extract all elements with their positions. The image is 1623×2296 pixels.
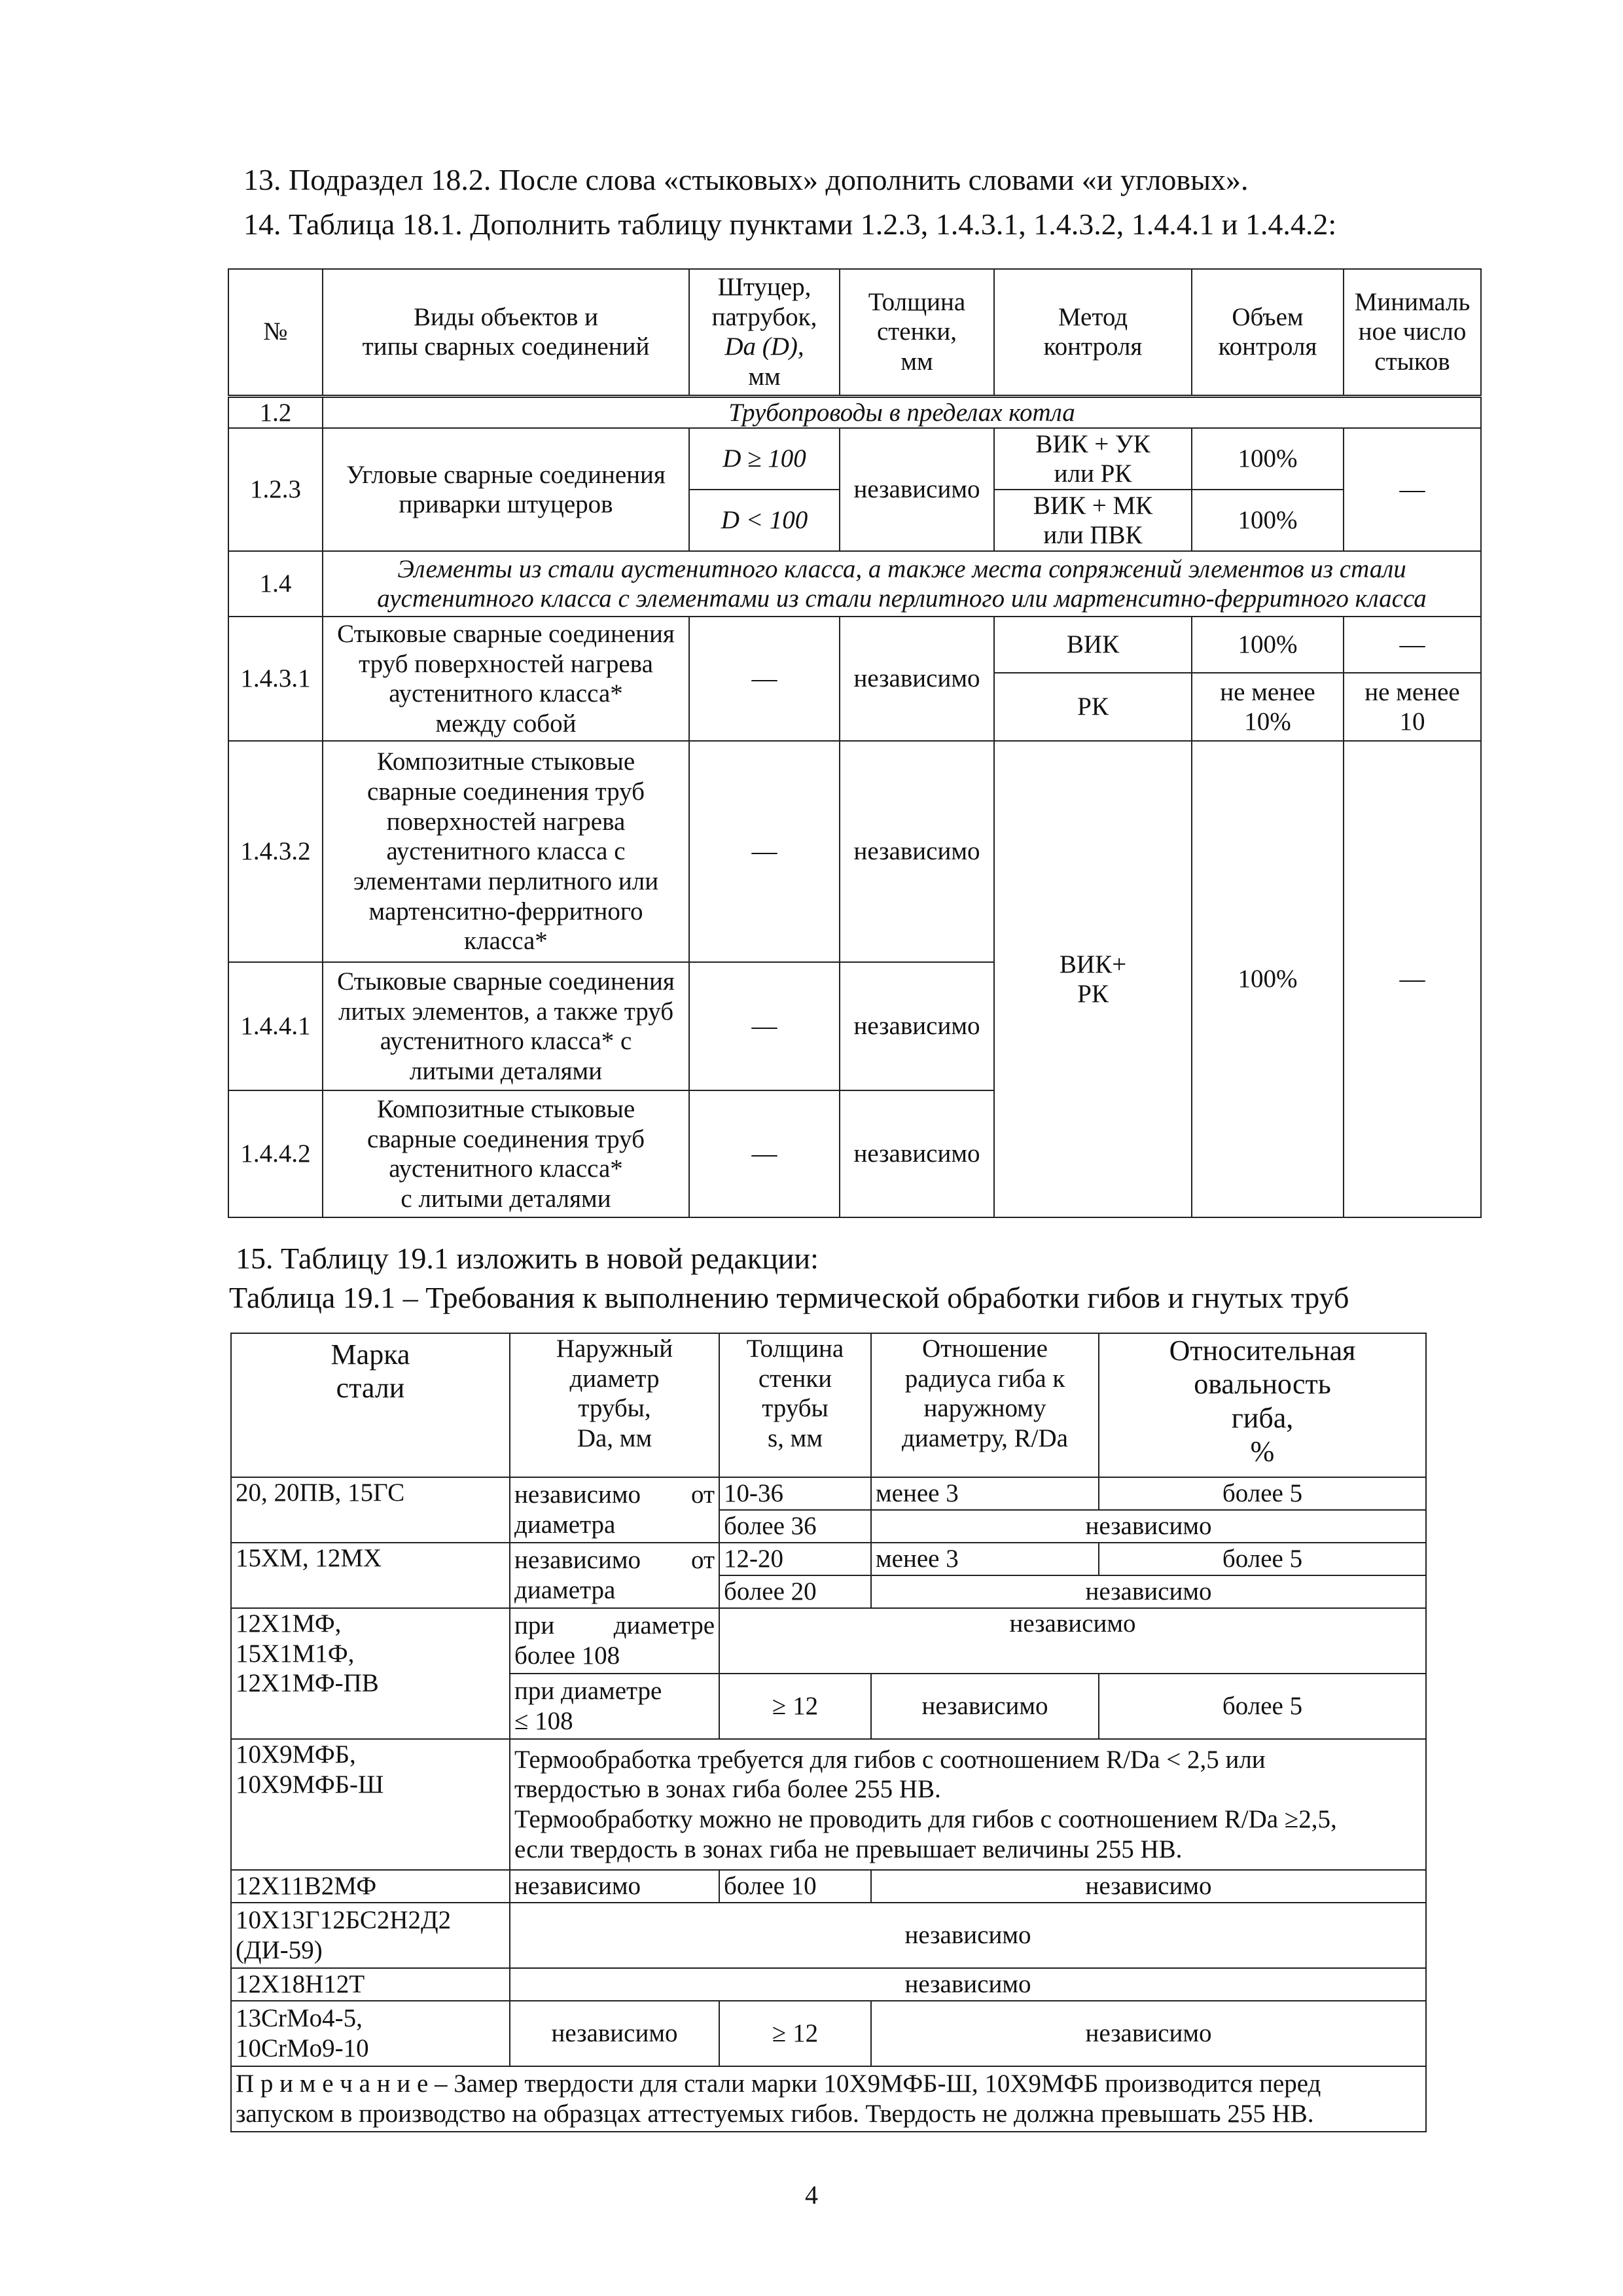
header-min-joints: Минималь ное число стыков — [1344, 269, 1481, 396]
min-cell: — — [1344, 617, 1481, 673]
thickness-cell: независимо — [840, 962, 994, 1090]
heat-treatment-note: Термообработка требуется для гибов с соотношением R/Da < 2,5 или твердостью в зонах гиба более 255 НВ. Термообработку можно не проводить для гибов с соотношением R/Da ≥2,5, если твердость в зонах гиба не превышает величины 255 НВ. — [510, 1739, 1426, 1870]
row-num: 1.2.3 — [228, 428, 323, 551]
grade-cell: 12Х11В2МФ — [231, 1870, 510, 1903]
method-cell: ВИК + УК или РК — [994, 428, 1192, 490]
merged-cell: независимо — [510, 1903, 1426, 1968]
ratio-cell: независимо — [871, 1674, 1099, 1739]
table-header-row — [228, 269, 1481, 396]
row-desc: Угловые сварные соединения приварки штуцеров — [323, 428, 689, 551]
table-row — [231, 1608, 1426, 1674]
volume-cell: 100% — [1192, 490, 1344, 551]
table-row — [231, 1739, 1426, 1870]
paragraph-13: 13. Подраздел 18.2. После слова «стыковых» дополнить словами «и угловых». — [243, 163, 1249, 196]
table-19-1 — [230, 1333, 1427, 2132]
grade-cell: 20, 20ПВ, 15ГС — [231, 1477, 510, 1543]
thickness-cell: независимо — [840, 741, 994, 962]
table-row — [231, 1543, 1426, 1575]
thickness-cell: ≥ 12 — [719, 1674, 871, 1739]
header-fitting: Штуцер, патрубок, Da (D), мм — [689, 269, 840, 396]
table-19-1-caption: Таблица 19.1 – Требования к выполнению термической обработки гибов и гнутых труб — [229, 1281, 1349, 1314]
diameter-cell: независимо от диаметра — [510, 1543, 719, 1608]
table-row — [231, 1968, 1426, 2001]
grade-cell: 13CrMo4-5, 10CrMo9-10 — [231, 2001, 510, 2066]
thickness-cell: независимо — [840, 428, 994, 551]
volume-cell: 100% — [1192, 617, 1344, 673]
table-row — [231, 1477, 1426, 1510]
header-method: Метод контроля — [994, 269, 1192, 396]
header-volume: Объем контроля — [1192, 269, 1344, 396]
ratio-cell: менее 3 — [871, 1543, 1099, 1575]
diameter-cell: независимо — [510, 2001, 719, 2066]
section-title: Трубопроводы в пределах котла — [323, 396, 1481, 428]
header-ratio: Отношение радиуса гиба к наружному диаметру, R/Da — [871, 1333, 1099, 1477]
section-title: Элементы из стали аустенитного класса, а также места сопряжений элементов из стали аустенитного класса с элементами из стали перлитного или мартенситно-ферритного класса — [323, 551, 1481, 617]
grade-cell: 12Х1МФ, 15Х1М1Ф, 12Х1МФ-ПВ — [231, 1608, 510, 1739]
diameter-cell: при диаметре более 108 — [510, 1608, 719, 1674]
ovality-cell: более 5 — [1099, 1477, 1426, 1510]
header-thickness: Толщина стенки трубы s, мм — [719, 1333, 871, 1477]
header-num: № — [228, 269, 323, 396]
thickness-cell: более 20 — [719, 1575, 871, 1608]
method-cell: ВИК + МК или ПВК — [994, 490, 1192, 551]
row-num: 1.4.4.2 — [228, 1090, 323, 1217]
thickness-cell: более 36 — [719, 1510, 871, 1543]
grade-cell: 15ХМ, 12МХ — [231, 1543, 510, 1608]
table-note: П р и м е ч а н и е – Замер твердости для стали марки 10Х9МФБ-Ш, 10Х9МФБ производится перед запуском в производство на образцах аттестуемых гибов. Твердость не должна превышать 255 НВ. — [231, 2066, 1426, 2132]
table-row — [228, 396, 1481, 428]
table-row — [228, 617, 1481, 673]
volume-cell: 100% — [1192, 428, 1344, 490]
min-merged: — — [1344, 741, 1481, 1217]
table-header-row — [231, 1333, 1426, 1477]
header-grade: Марка стали — [231, 1333, 510, 1477]
volume-cell: не менее 10% — [1192, 673, 1344, 741]
row-num: 1.4.3.1 — [228, 617, 323, 741]
row-num: 1.2 — [228, 396, 323, 428]
table-row — [231, 1903, 1426, 1968]
fitting-cell: — — [689, 617, 840, 741]
method-cell: РК — [994, 673, 1192, 741]
diameter-condition: D ≥ 100 — [689, 428, 840, 490]
method-cell: ВИК — [994, 617, 1192, 673]
diameter-cell: независимо от диаметра — [510, 1477, 719, 1543]
table-row — [228, 551, 1481, 617]
thickness-cell: 10-36 — [719, 1477, 871, 1510]
row-num: 1.4.4.1 — [228, 962, 323, 1090]
table-note-row — [231, 2066, 1426, 2132]
fitting-cell: — — [689, 962, 840, 1090]
thickness-cell: независимо — [840, 1090, 994, 1217]
table-row — [228, 741, 1481, 962]
fitting-cell: — — [689, 1090, 840, 1217]
grade-cell: 10Х9МФБ, 10Х9МФБ-Ш — [231, 1739, 510, 1870]
paragraph-14: 14. Таблица 18.1. Дополнить таблицу пунктами 1.2.3, 1.4.3.1, 1.4.3.2, 1.4.4.1 и 1.4.4.2: — [243, 207, 1337, 241]
header-diameter: Наружный диаметр трубы, Da, мм — [510, 1333, 719, 1477]
ratio-ovality-cell: независимо — [871, 1870, 1426, 1903]
paragraph-15: 15. Таблицу 19.1 изложить в новой редакции: — [236, 1242, 819, 1275]
ratio-ovality-cell: независимо — [871, 1575, 1426, 1608]
row-desc: Композитные стыковые сварные соединения труб поверхностей нагрева аустенитного класса с элементами перлитного или мартенситно-ферритного класса* — [323, 741, 689, 962]
header-kinds: Виды объектов и типы сварных соединений — [323, 269, 689, 396]
diameter-cell: при диаметре ≤ 108 — [510, 1674, 719, 1739]
header-ovality: Относительная овальность гиба, % — [1099, 1333, 1426, 1477]
row-desc: Стыковые сварные соединения труб поверхностей нагрева аустенитного класса* между собой — [323, 617, 689, 741]
grade-cell: 12Х18Н12Т — [231, 1968, 510, 2001]
merged-cell: независимо — [719, 1608, 1426, 1674]
ovality-cell: более 5 — [1099, 1674, 1426, 1739]
page-number: 4 — [805, 2180, 818, 2210]
row-num: 1.4 — [228, 551, 323, 617]
ratio-cell: менее 3 — [871, 1477, 1099, 1510]
ratio-ovality-cell: независимо — [871, 2001, 1426, 2066]
thickness-cell: 12-20 — [719, 1543, 871, 1575]
header-thickness: Толщина стенки, мм — [840, 269, 994, 396]
merged-cell: независимо — [510, 1968, 1426, 2001]
min-cell: — — [1344, 428, 1481, 551]
fitting-cell: — — [689, 741, 840, 962]
diameter-condition: D < 100 — [689, 490, 840, 551]
ovality-cell: более 5 — [1099, 1543, 1426, 1575]
min-cell: не менее 10 — [1344, 673, 1481, 741]
grade-cell: 10Х13Г12БС2Н2Д2 (ДИ-59) — [231, 1903, 510, 1968]
diameter-cell: независимо — [510, 1870, 719, 1903]
row-desc: Композитные стыковые сварные соединения труб аустенитного класса* с литыми деталями — [323, 1090, 689, 1217]
thickness-cell: независимо — [840, 617, 994, 741]
row-num: 1.4.3.2 — [228, 741, 323, 962]
thickness-cell: более 10 — [719, 1870, 871, 1903]
table-18-1 — [228, 268, 1482, 1218]
table-row — [231, 1870, 1426, 1903]
row-desc: Стыковые сварные соединения литых элементов, а также труб аустенитного класса* с литыми деталями — [323, 962, 689, 1090]
volume-merged: 100% — [1192, 741, 1344, 1217]
table-row — [228, 428, 1481, 490]
table-row — [231, 2001, 1426, 2066]
method-merged: ВИК+ РК — [994, 741, 1192, 1217]
thickness-cell: ≥ 12 — [719, 2001, 871, 2066]
ratio-ovality-cell: независимо — [871, 1510, 1426, 1543]
